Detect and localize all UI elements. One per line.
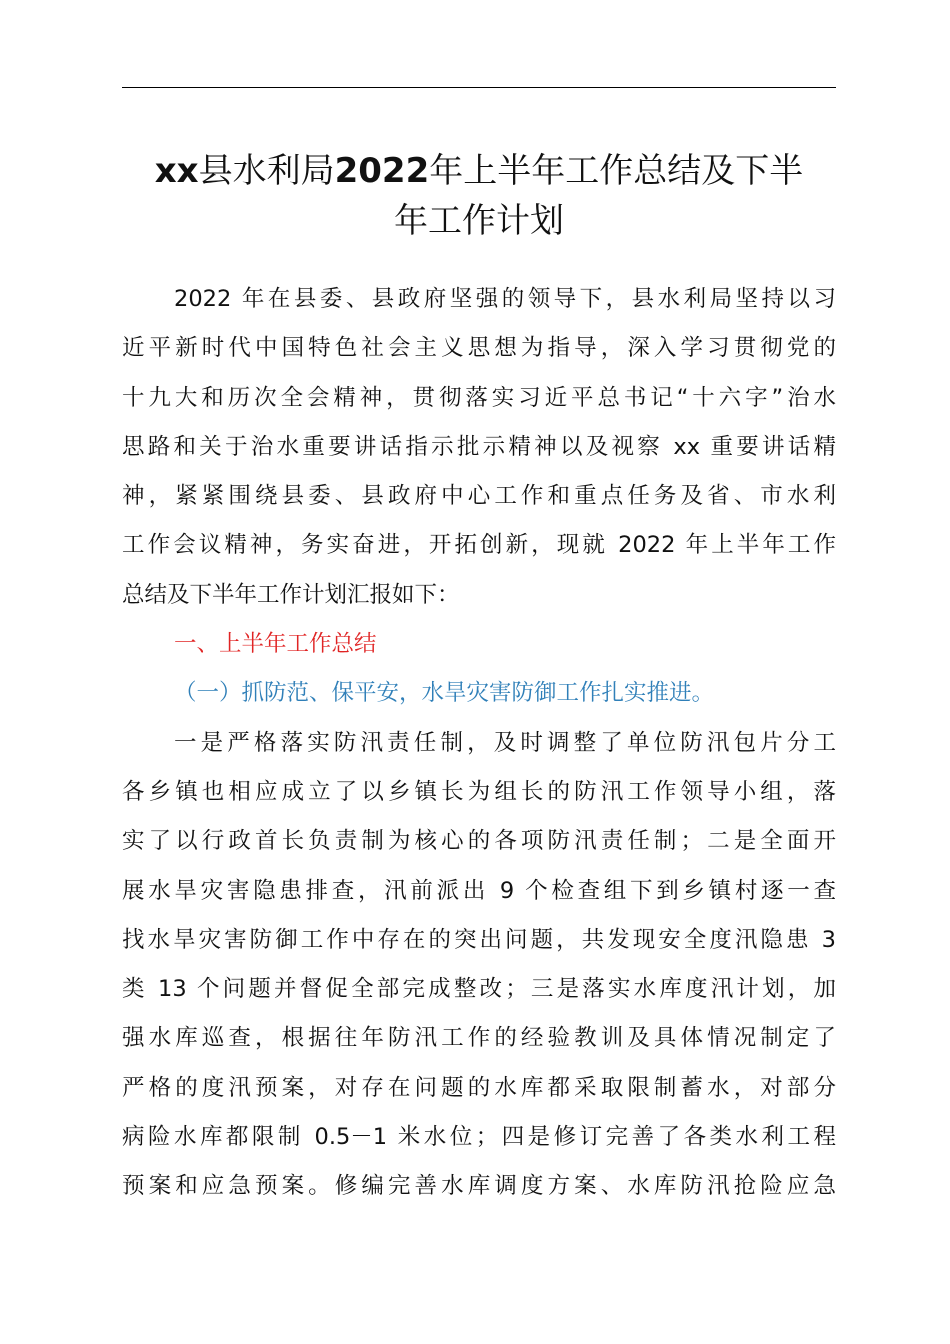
paragraph-line: 实了以行政首长负责制为核心的各项防汛责任制；二是全面开 [122, 828, 836, 855]
paragraph-line: 病险水库都限制 0.5－1 米水位；四是修订完善了各类水利工程 [122, 1124, 836, 1151]
paragraph-line: 近平新时代中国特色社会主义思想为指导，深入学习贯彻党的 [122, 335, 836, 362]
title-part-a: 县水利局 [198, 151, 335, 191]
paragraph-line: 2022 年在县委、县政府坚强的领导下，县水利局坚持以习 [174, 286, 836, 312]
title-line-1 [122, 146, 836, 196]
title-line-2: 年工作计划 [394, 201, 564, 241]
paragraph-line: 类 13 个问题并督促全部完成整改；三是落实水库度汛计划，加 [122, 976, 836, 1003]
title-prefix: xx [154, 151, 199, 191]
paragraph-line: 一是严格落实防汛责任制，及时调整了单位防汛包片分工 [174, 729, 836, 756]
header-rule [122, 87, 836, 88]
paragraph-line: 工作会议精神，务实奋进，开拓创新，现就 2022 年上半年工作 [122, 532, 836, 559]
paragraph-line: 强水库巡查，根据往年防汛工作的经验教训及具体情况制定了 [122, 1025, 836, 1052]
paragraph-line: 十九大和历次全会精神，贯彻落实习近平总书记“十六字”治水 [122, 384, 836, 411]
paragraph-line: 预案和应急预案。修编完善水库调度方案、水库防汛抢险应急 [122, 1173, 836, 1200]
paragraph-line: 找水旱灾害防御工作中存在的突出问题，共发现安全度汛隐患 3 [122, 926, 836, 953]
paragraph-line: 思路和关于治水重要讲话指示批示精神以及视察 xx 重要讲话精 [122, 433, 836, 460]
document-title [122, 146, 836, 246]
paragraph-line: 神，紧紧围绕县委、县政府中心工作和重点任务及省、市水利 [122, 483, 836, 510]
subsection-heading: （一）抓防范、保平安，水旱灾害防御工作扎实推进。 [174, 680, 715, 707]
document-body [122, 275, 836, 1212]
paragraph-line: 严格的度汛预案，对存在问题的水库都采取限制蓄水，对部分 [122, 1074, 836, 1101]
title-year: 2022 [334, 151, 430, 191]
paragraph-line: 总结及下半年工作计划汇报如下： [122, 581, 460, 608]
title-part-b: 年上半年工作总结及下半 [429, 151, 804, 191]
paragraph-line: 各乡镇也相应成立了以乡镇长为组长的防汛工作领导小组，落 [122, 778, 836, 805]
section-heading: 一、上半年工作总结 [174, 631, 377, 658]
paragraph-line: 展水旱灾害隐患排查，汛前派出 9 个检查组下到乡镇村逐一查 [122, 877, 836, 904]
